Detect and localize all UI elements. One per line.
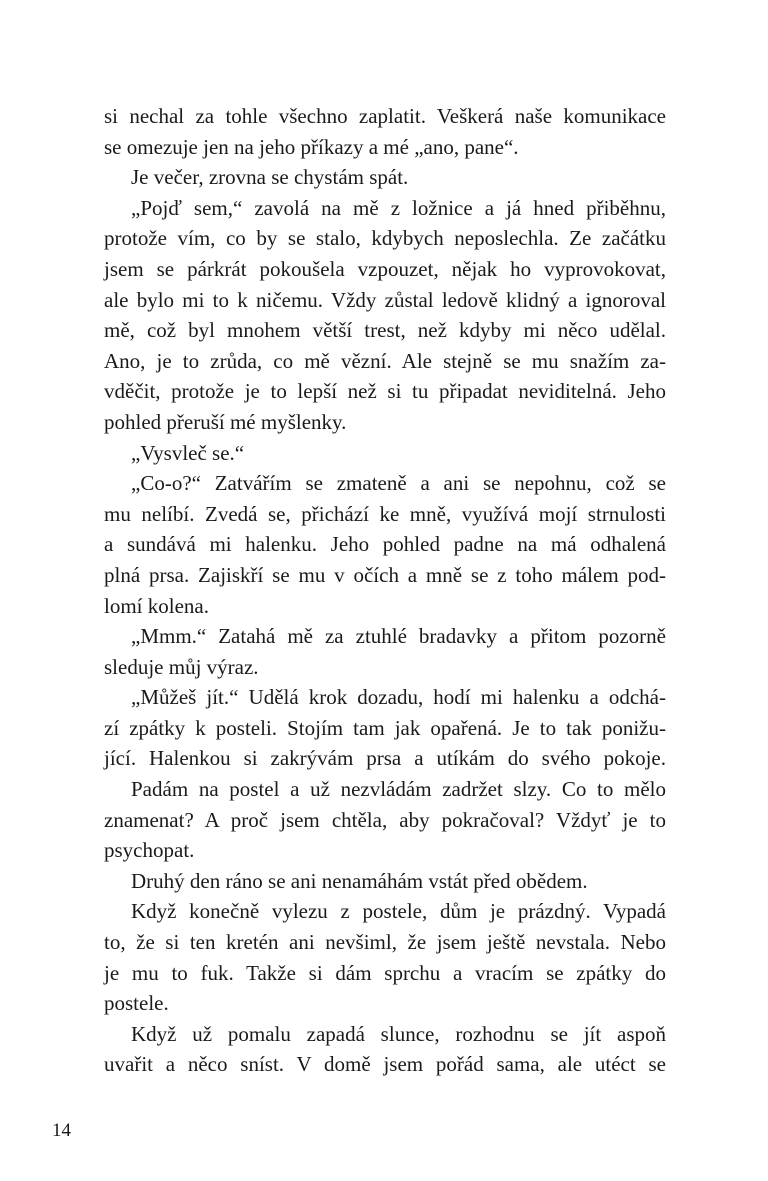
text-line: „Mmm.“ Zatahá mě za ztuhlé bradavky a přitom pozorně [131, 624, 666, 649]
page-number: 14 [52, 1120, 71, 1141]
text-line: uvařit a něco sníst. V domě jsem pořád sama, ale utéct se [104, 1052, 666, 1077]
text-line: to, že si ten kretén ani nevšiml, že jsem ještě nevstala. Nebo [104, 930, 666, 955]
text-line: jící. Halenkou si zakrývám prsa a utíkám do svého pokoje. [104, 746, 666, 771]
text-line: Padám na postel a už nezvládám zadržet slzy. Co to mělo [131, 777, 666, 802]
body-text [104, 101, 666, 1080]
text-line: se omezuje jen na jeho příkazy a mé „ano, pane“. [104, 134, 519, 159]
text-line: Ano, je to zrůda, co mě vězní. Ale stejně se mu snažím za- [104, 348, 666, 373]
text-line: jsem se párkrát pokoušela vzpouzet, nějak ho vyprovokovat, [104, 256, 666, 281]
text-line: ale bylo mi to k ničemu. Vždy zůstal ledově klidný a ignoroval [104, 287, 666, 312]
text-line: postele. [104, 991, 169, 1016]
text-line: sleduje můj výraz. [104, 654, 259, 679]
text-line: je mu to fuk. Takže si dám sprchu a vracím se zpátky do [104, 960, 666, 985]
text-line: mu nelíbí. Zvedá se, přichází ke mně, využívá mojí strnulosti [104, 501, 666, 526]
text-line: Když už pomalu zapadá slunce, rozhodnu se jít aspoň [131, 1021, 666, 1046]
text-line: psychopat. [104, 838, 195, 863]
text-line: Když konečně vylezu z postele, dům je prázdný. Vypadá [131, 899, 666, 924]
text-line: Druhý den ráno se ani nenamáhám vstát před obědem. [131, 868, 588, 893]
text-line: a sundává mi halenku. Jeho pohled padne na má odhalená [104, 532, 666, 557]
text-line: „Můžeš jít.“ Udělá krok dozadu, hodí mi halenku a odchá- [131, 685, 666, 710]
text-line: mě, což byl mnohem větší trest, než kdyby mi něco udělal. [104, 318, 666, 343]
text-line: „Pojď sem,“ zavolá na mě z ložnice a já hned přiběhnu, [131, 195, 666, 220]
text-line: „Vysvleč se.“ [131, 440, 245, 465]
text-line: lomí kolena. [104, 593, 209, 618]
text-line: pohled přeruší mé myšlenky. [104, 409, 347, 434]
text-line: si nechal za tohle všechno zaplatit. Veškerá naše komunikace [104, 104, 666, 128]
text-line: protože vím, co by se stalo, kdybych neposlechla. Ze začátku [104, 226, 666, 251]
text-line: zí zpátky k posteli. Stojím tam jak opařená. Je to tak ponižu- [104, 715, 666, 740]
text-line: znamenat? A proč jsem chtěla, aby pokračoval? Vždyť je to [104, 807, 666, 832]
text-line: „Co-o?“ Zatvářím se zmateně a ani se nepohnu, což se [131, 471, 666, 496]
text-line: plná prsa. Zajiskří se mu v očích a mně se z toho málem pod- [104, 562, 666, 587]
text-line: Je večer, zrovna se chystám spát. [131, 165, 409, 190]
text-line: vděčit, protože je to lepší než si tu připadat neviditelná. Jeho [104, 379, 666, 404]
